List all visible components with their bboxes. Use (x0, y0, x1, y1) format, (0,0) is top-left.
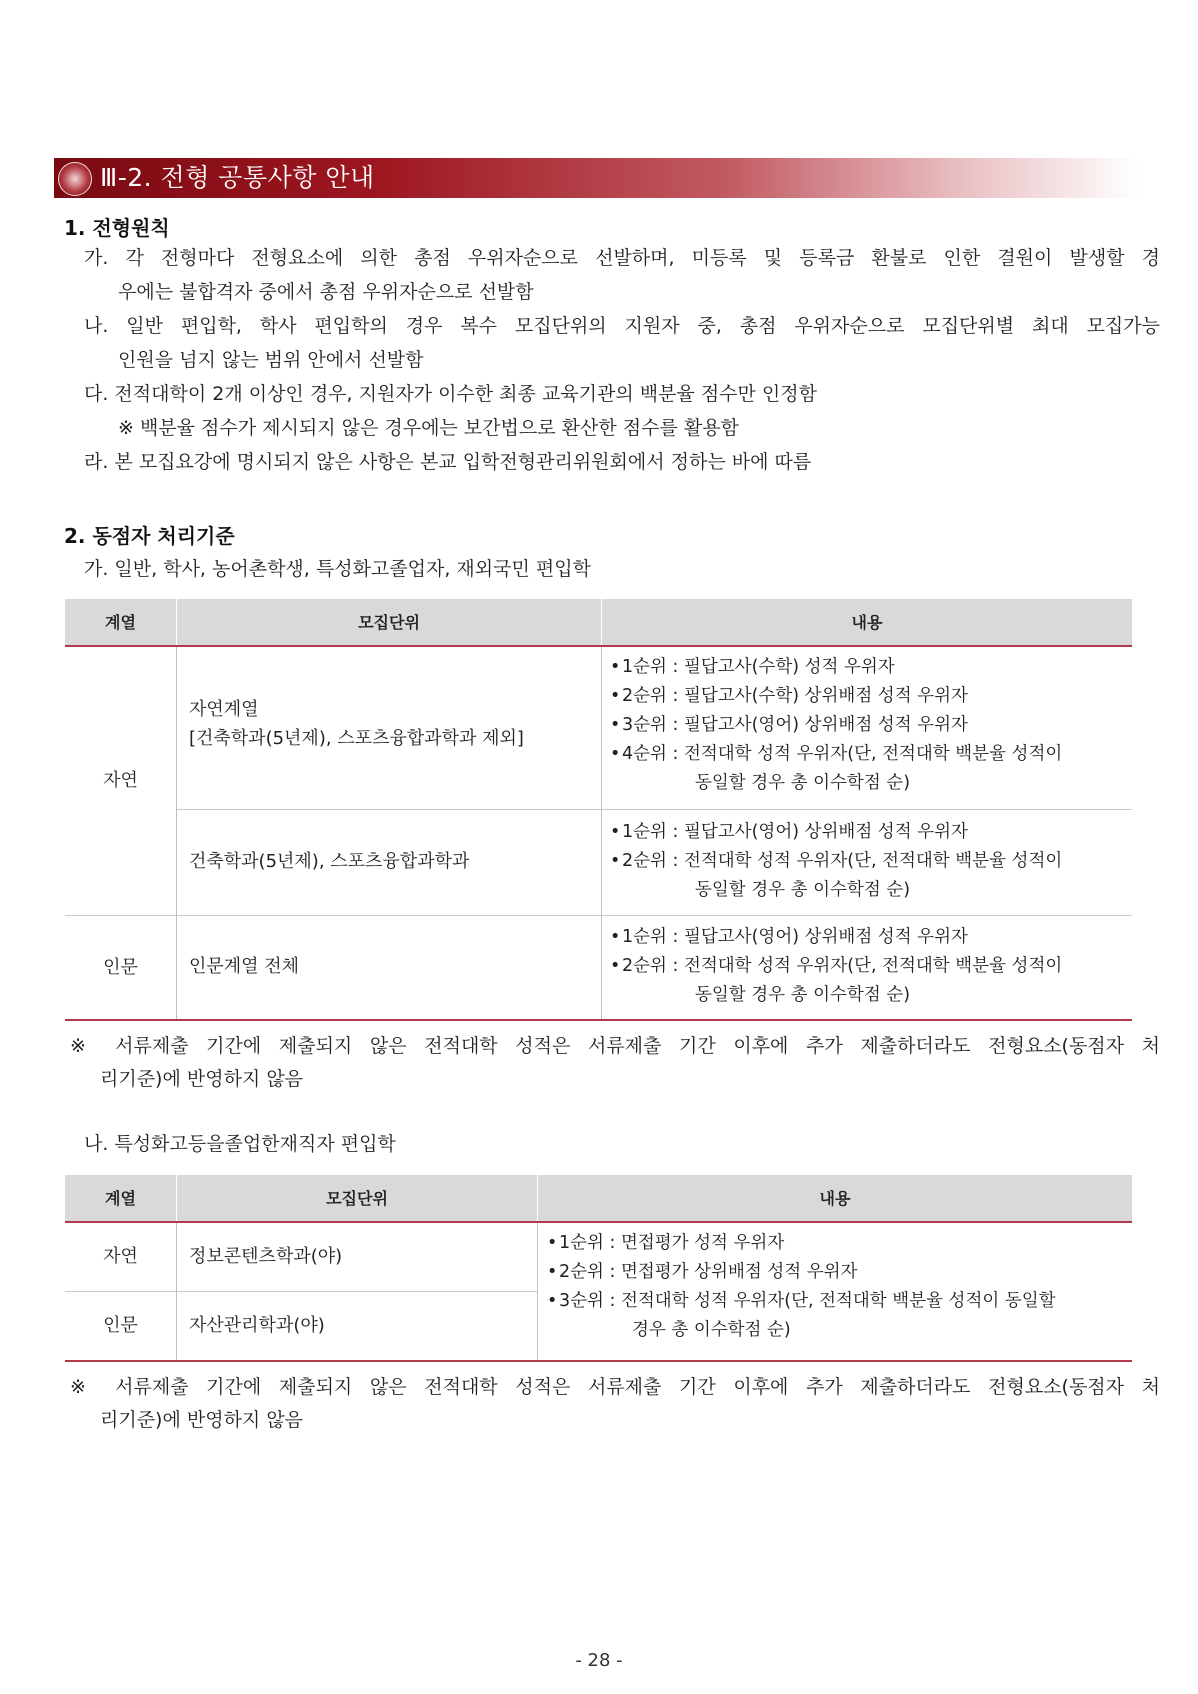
unit-info-contents: 정보콘텐츠학과(야) (189, 1246, 343, 1267)
principle-c: 다. 전적대학이 2개 이상인 경우, 지원자가 이수한 최종 교육기관의 백분율 점수만 인정함 (84, 383, 817, 405)
header-track: 계열 (105, 613, 136, 632)
principle-b-line2: 인원을 넘지 않는 범위 안에서 선발함 (118, 349, 424, 371)
note-b-line2: 리기준)에 반영하지 않음 (100, 1409, 304, 1431)
unit-natural-line1: 자연계열 (189, 699, 259, 720)
track-natural: 자연 (103, 1246, 138, 1267)
heading-selection-principle: 1. 전형원칙 (64, 216, 170, 240)
list-item-continuation: 경우 총 이수학점 순) (632, 1320, 791, 1340)
list-item: •1순위 : 면접평가 성적 우위자 (547, 1233, 785, 1253)
list-item-continuation: 동일할 경우 총 이수학점 순) (695, 880, 911, 900)
header-unit: 모집단위 (358, 613, 420, 632)
principle-a-line2: 우에는 불합격자 중에서 총점 우위자순으로 선발함 (118, 281, 534, 303)
subheading-b: 나. 특성화고등을졸업한재직자 편입학 (84, 1133, 396, 1155)
tie-break-table-b (65, 1175, 1132, 1363)
tie-break-table-a (65, 599, 1132, 1021)
track-natural: 자연 (103, 770, 138, 791)
track-humanities: 인문 (103, 957, 138, 978)
unit-humanities-all: 인문계열 전체 (189, 956, 300, 977)
heading-tie-breaking: 2. 동점자 처리기준 (64, 524, 235, 548)
university-seal-icon (58, 162, 92, 196)
list-item: •3순위 : 필답고사(영어) 상위배점 성적 우위자 (610, 715, 968, 735)
list-item: •1순위 : 필답고사(영어) 상위배점 성적 우위자 (610, 927, 968, 947)
principle-c-note: ※ 백분율 점수가 제시되지 않은 경우에는 보간법으로 환산한 점수를 활용함 (118, 417, 739, 439)
unit-architecture-sports: 건축학과(5년제), 스포츠융합과학과 (189, 851, 470, 872)
list-item: •2순위 : 필답고사(수학) 상위배점 성적 우위자 (610, 686, 968, 706)
subheading-a: 가. 일반, 학사, 농어촌학생, 특성화고졸업자, 재외국민 편입학 (84, 558, 591, 580)
list-item: •2순위 : 전적대학 성적 우위자(단, 전적대학 백분율 성적이 (610, 956, 1063, 976)
list-item-continuation: 동일할 경우 총 이수학점 순) (695, 985, 911, 1005)
list-item-continuation: 동일할 경우 총 이수학점 순) (695, 773, 911, 793)
list-item: •1순위 : 필답고사(영어) 상위배점 성적 우위자 (610, 822, 968, 842)
list-item: •3순위 : 전적대학 성적 우위자(단, 전적대학 백분율 성적이 동일할 (547, 1291, 1056, 1311)
principle-a-line1: 가. 각 전형마다 전형요소에 의한 총점 우위자순으로 선발하며, 미등록 및 등록금 환불로 인한 결원이 발생할 경 (84, 247, 1160, 269)
section-banner (54, 158, 1139, 198)
track-humanities: 인문 (103, 1315, 138, 1336)
list-item: •2순위 : 전적대학 성적 우위자(단, 전적대학 백분율 성적이 (610, 851, 1063, 871)
unit-asset-management: 자산관리학과(야) (189, 1315, 325, 1336)
principle-d: 라. 본 모집요강에 명시되지 않은 사항은 본교 입학전형관리위원회에서 정하는 바에 따름 (84, 451, 812, 473)
list-item: •1순위 : 필답고사(수학) 성적 우위자 (610, 657, 895, 677)
principle-b-line1: 나. 일반 편입학, 학사 편입학의 경우 복수 모집단위의 지원자 중, 총점 우위자순으로 모집단위별 최대 모집가능 (84, 315, 1160, 337)
note-a-line2: 리기준)에 반영하지 않음 (100, 1068, 304, 1090)
note-b-line1: ※ 서류제출 기간에 제출되지 않은 전적대학 성적은 서류제출 기간 이후에 추가 제출하더라도 전형요소(동점자 처 (70, 1376, 1160, 1398)
page-number: - 28 - (575, 1650, 623, 1671)
note-a-line1: ※ 서류제출 기간에 제출되지 않은 전적대학 성적은 서류제출 기간 이후에 추가 제출하더라도 전형요소(동점자 처 (70, 1035, 1160, 1057)
header-unit: 모집단위 (326, 1189, 388, 1208)
header-content: 내용 (819, 1189, 851, 1208)
list-item: •2순위 : 면접평가 상위배점 성적 우위자 (547, 1262, 858, 1282)
list-item: •4순위 : 전적대학 성적 우위자(단, 전적대학 백분율 성적이 (610, 744, 1063, 764)
header-track: 계열 (105, 1189, 136, 1208)
section-title: Ⅲ-2. 전형 공통사항 안내 (100, 163, 375, 192)
header-content: 내용 (851, 613, 883, 632)
unit-natural-line2: [건축학과(5년제), 스포츠융합과학과 제외] (189, 728, 524, 749)
